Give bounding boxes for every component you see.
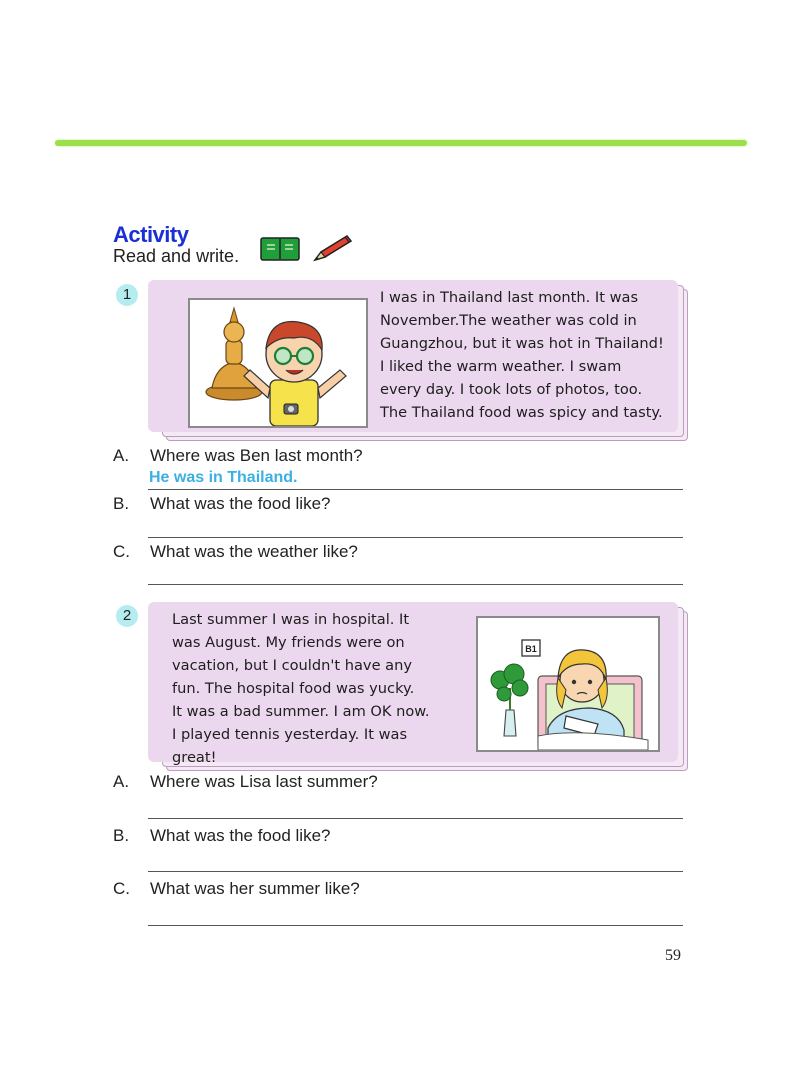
room-sign-text: B1 (525, 644, 537, 654)
exercise-1-passage (380, 286, 676, 424)
boy-traveler-illustration (188, 298, 368, 428)
pencil-icon (311, 233, 353, 263)
answer-line[interactable] (148, 871, 683, 872)
answer-line[interactable] (148, 818, 683, 819)
answer-line[interactable] (148, 584, 683, 585)
answer-line[interactable] (148, 925, 683, 926)
question-letter: B. (113, 826, 130, 845)
decorative-green-rule (55, 140, 747, 146)
passage-line: November.The weather was cold in (380, 312, 637, 329)
question-letter: C. (113, 879, 130, 898)
exercise-1-number: 1 (116, 284, 138, 306)
question-text: What was the food like? (150, 826, 331, 845)
passage-line: It was a bad summer. I am OK now. (172, 703, 430, 720)
exercise-2-passage (172, 608, 472, 769)
buddha-statue-icon (206, 308, 262, 400)
passage-line: great! (172, 749, 217, 766)
exercise-2-number: 2 (116, 605, 138, 627)
passage-line: Guangzhou, but it was hot in Thailand! (380, 335, 664, 352)
question-letter: A. (113, 446, 130, 465)
question-letter: C. (113, 542, 130, 561)
girl-in-hospital-illustration (476, 616, 660, 752)
question-letter: B. (113, 494, 130, 513)
passage-line: The Thailand food was spicy and tasty. (380, 404, 663, 421)
answer-line[interactable] (148, 489, 683, 490)
boy-icon (244, 322, 346, 426)
answer-text: He was in Thailand. (149, 469, 298, 486)
passage-line: I played tennis yesterday. It was (172, 726, 408, 743)
answer-line[interactable] (148, 537, 683, 538)
question-text: Where was Ben last month? (150, 446, 363, 465)
question-text: Where was Lisa last summer? (150, 772, 378, 791)
passage-line: Last summer I was in hospital. It (172, 611, 410, 628)
activity-instruction: Read and write. (113, 246, 240, 266)
passage-line: vacation, but I couldn't have any (172, 657, 413, 674)
book-icon (260, 237, 300, 261)
question-text: What was the weather like? (150, 542, 358, 561)
question-text: What was her summer like? (150, 879, 360, 898)
page-number: 59 (665, 947, 681, 964)
passage-line: fun. The hospital food was yucky. (172, 680, 415, 697)
passage-line: I was in Thailand last month. It was (380, 289, 639, 306)
question-letter: A. (113, 772, 130, 791)
question-text: What was the food like? (150, 494, 331, 513)
activity-title: Activity (113, 222, 189, 247)
passage-line: every day. I took lots of photos, too. (380, 381, 643, 398)
passage-line: was August. My friends were on (172, 634, 405, 651)
passage-line: I liked the warm weather. I swam (380, 358, 622, 375)
